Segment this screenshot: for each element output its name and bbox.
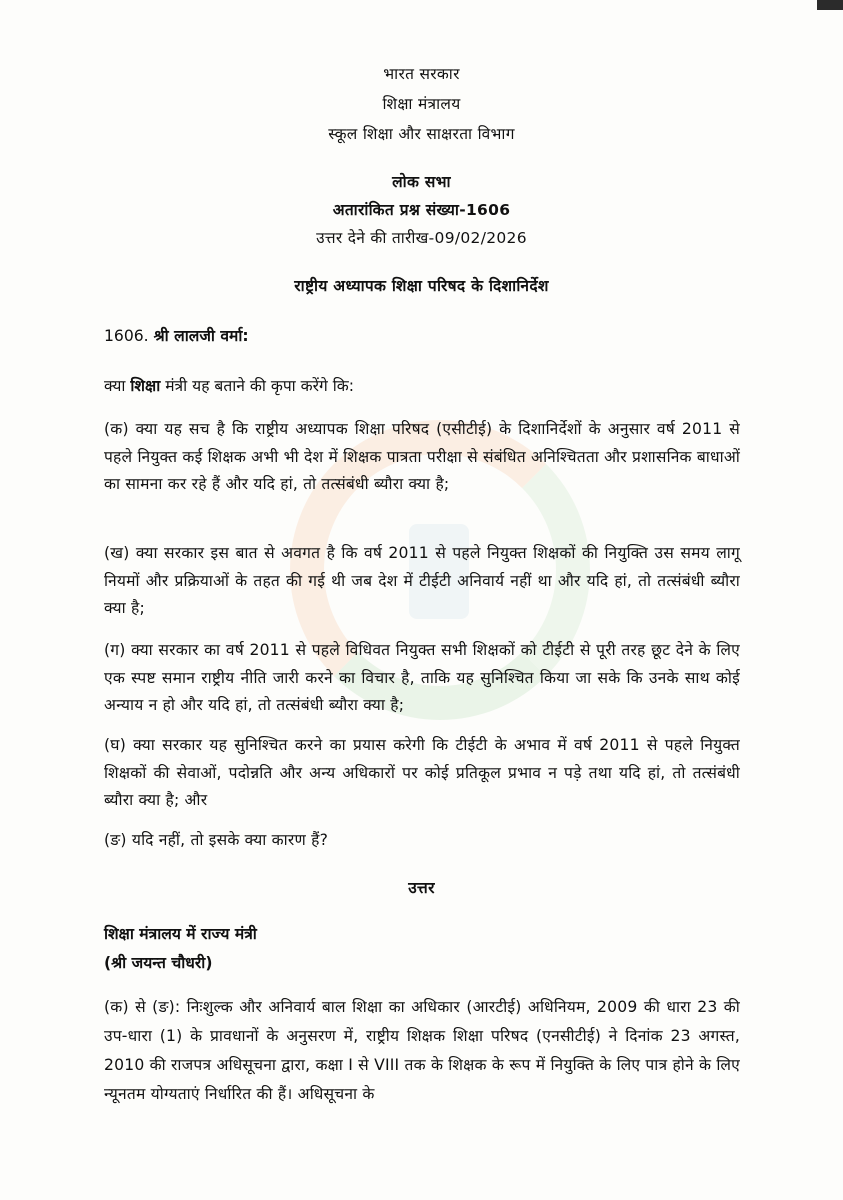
house-title: लोक सभा (392, 173, 451, 191)
questioner-name: श्री लालजी वर्मा: (153, 327, 249, 345)
intro-post: मंत्री यह बताने की कृपा करेंगे कि: (160, 377, 355, 395)
answer-paragraph: (क) से (ङ): निःशुल्क और अनिवार्य बाल शिक्षा का अधिकार (आरटीई) अधिनियम, 2009 की धारा 23 की उप-धारा (1) के प्रावधानों के अनुसरण में, राष्ट्रीय शिक्षक शिक्षा परिषद (एनसीटीई) ने दिनांक 23 अगस्त, 2010 की राजपत्र अधिसूचना द्वारा, कक्षा I से VIII तक के शिक्षक के रूप में नियुक्ति के लिए पात्र होने के लिए न्यूनतम योग्यताएं निर्धारित की हैं। अधिसूचना के (104, 998, 740, 1103)
answer-heading: उत्तर (408, 879, 435, 897)
question-number: अतारांकित प्रश्न संख्या-1606 (332, 201, 511, 219)
intro-line (104, 374, 354, 396)
questioner-line (104, 324, 249, 346)
minister-name: (श्री जयन्त चौधरी) (104, 954, 213, 972)
question-kha: (ख) क्या सरकार इस बात से अवगत है कि वर्ष 2011 से पहले नियुक्त शिक्षकों की नियुक्ति उस समय लागू नियमों और प्रक्रियाओं के तहत की गई थी जब देश में टीईटी अनिवार्य नहीं था और यदि हां, तो तत्संबंधी ब्यौरा क्या है; (104, 544, 740, 617)
scan-corner-mark (817, 0, 843, 10)
question-ga: (ग) क्या सरकार का वर्ष 2011 से पहले विधिवत नियुक्त सभी शिक्षकों को टीईटी से पूरी तरह छूट देने के लिए एक स्पष्ट समान राष्ट्रीय नीति जारी करने का विचार है, ताकि यह सुनिश्चित किया जा सके कि उनके साथ कोई अन्याय न हो और यदि हां, तो तत्संबंधी ब्यौरा क्या है; (104, 641, 740, 714)
header-govt: भारत सरकार (383, 65, 460, 83)
intro-pre: क्या (104, 377, 131, 395)
question-ka: (क) क्या यह सच है कि राष्ट्रीय अध्यापक शिक्षा परिषद (एसीटीई) के दिशानिर्देशों के अनुसार वर्ष 2011 से पहले नियुक्त कई शिक्षक अभी भी देश में शिक्षक पात्रता परीक्षा से संबंधित अनिश्चितता और प्रशासनिक बाधाओं का सामना कर रहे हैं और यदि हां, तो तत्संबंधी ब्यौरा क्या है; (104, 420, 740, 493)
questioner-number: 1606. (104, 327, 149, 345)
subject-heading: राष्ट्रीय अध्यापक शिक्षा परिषद के दिशानिर्देश (294, 277, 549, 295)
minister-title: शिक्षा मंत्रालय में राज्य मंत्री (104, 925, 257, 943)
header-ministry: शिक्षा मंत्रालय (382, 95, 461, 113)
header-department: स्कूल शिक्षा और साक्षरता विभाग (328, 125, 515, 143)
answer-date: उत्तर देने की तारीख-09/02/2026 (316, 229, 527, 247)
question-gha: (घ) क्या सरकार यह सुनिश्चित करने का प्रयास करेगी कि टीईटी के अभाव में वर्ष 2011 से पहले नियुक्त शिक्षकों की सेवाओं, पदोन्नति और अन्य अधिकारों पर कोई प्रतिकूल प्रभाव न पड़े तथा यदि हां, तो तत्संबंधी ब्यौरा क्या है; और (104, 736, 740, 809)
intro-bold: शिक्षा (130, 377, 161, 395)
question-nga: (ङ) यदि नहीं, तो इसके क्या कारण हैं? (104, 831, 329, 849)
